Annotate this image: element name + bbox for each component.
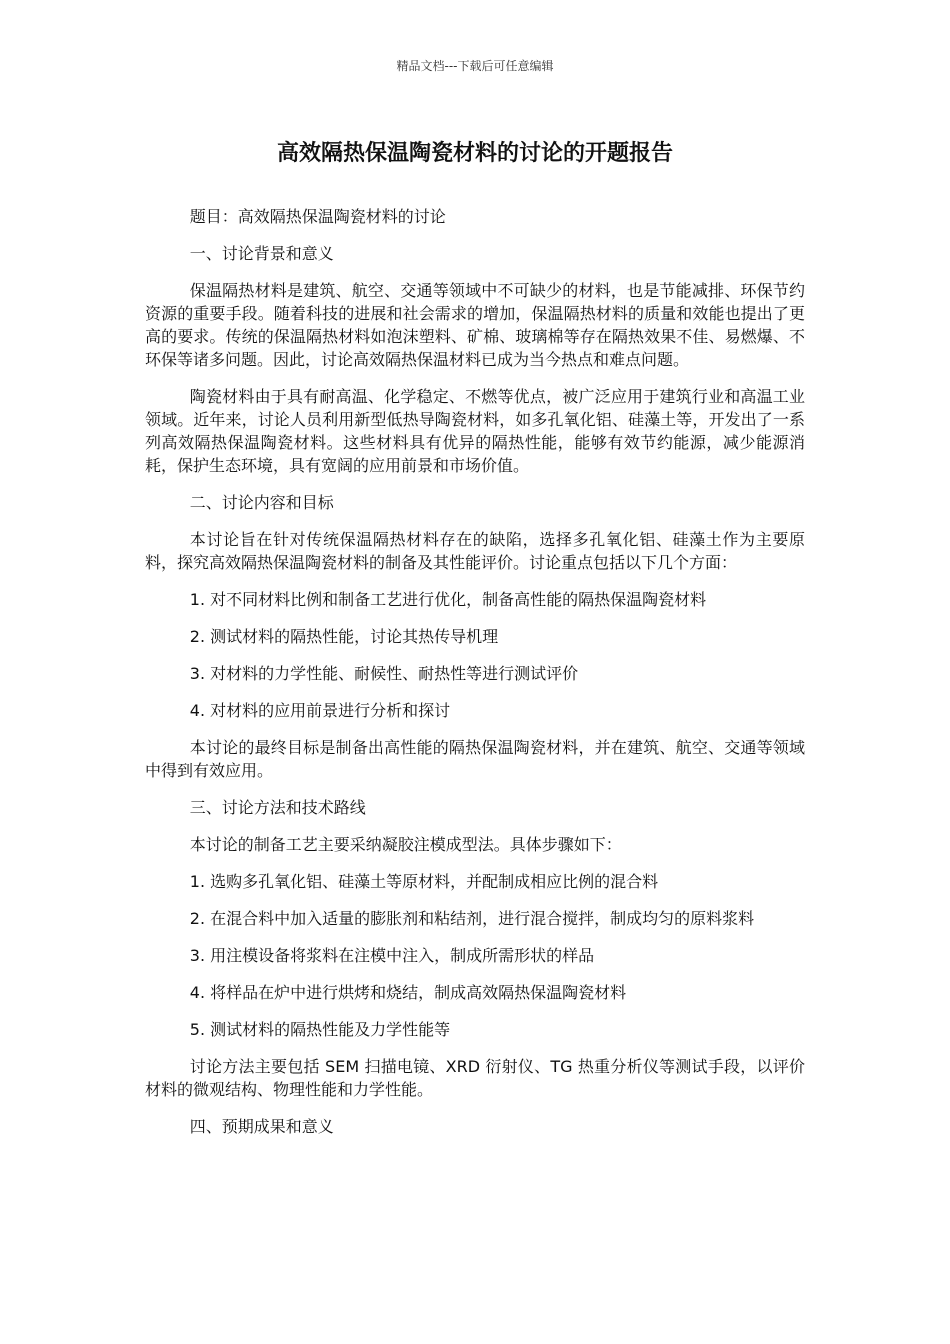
- document-title: 高效隔热保温陶瓷材料的讨论的开题报告: [276, 141, 673, 166]
- body-paragraph: 保温隔热材料是建筑、航空、交通等领域中不可缺少的材料，也是节能减排、环保节约资源的重要手段。随着科技的进展和社会需求的增加，保温隔热材料的质量和效能也提出了更高的要求。传统的保温隔热材料如泡沫塑料、矿棉、玻璃棉等存在隔热效果不佳、易燃爆、不环保等诸多问题。因此，讨论高效隔热保温材料已成为当今热点和难点问题。: [145, 281, 805, 369]
- list-item: 3. 用注模设备将浆料在注模中注入，制成所需形状的样品: [189, 946, 595, 965]
- list-item: 1. 选购多孔氧化铝、硅藻土等原材料，并配制成相应比例的混合料: [189, 872, 659, 891]
- list-item: 3. 对材料的力学性能、耐候性、耐热性等进行测试评价: [189, 664, 579, 683]
- body-paragraph: 本讨论旨在针对传统保温隔热材料存在的缺陷，选择多孔氧化铝、硅藻土作为主要原料，探究高效隔热保温陶瓷材料的制备及其性能评价。讨论重点包括以下几个方面：: [145, 530, 805, 572]
- list-item: 5. 测试材料的隔热性能及力学性能等: [189, 1020, 451, 1039]
- list-item: 1. 对不同材料比例和制备工艺进行优化，制备高性能的隔热保温陶瓷材料: [189, 590, 707, 609]
- section-heading: 一、讨论背景和意义: [189, 244, 334, 263]
- body-paragraph: 讨论方法主要包括 SEM 扫描电镜、XRD 衍射仪、TG 热重分析仪等测试手段，以评价材料的微观结构、物理性能和力学性能。: [145, 1057, 805, 1099]
- list-item: 2. 在混合料中加入适量的膨胀剂和粘结剂，进行混合搅拌，制成均匀的原料浆料: [189, 909, 755, 928]
- body-paragraph: 陶瓷材料由于具有耐高温、化学稳定、不燃等优点，被广泛应用于建筑行业和高温工业领域。近年来，讨论人员利用新型低热导陶瓷材料，如多孔氧化铝、硅藻土等，开发出了一系列高效隔热保温陶瓷材料。这些材料具有优异的隔热性能，能够有效节约能源，减少能源消耗，保护生态环境，具有宽阔的应用前景和市场价值。: [145, 387, 805, 475]
- document-body: [145, 205, 805, 1152]
- page-header: 精品文档---下载后可任意编辑: [396, 59, 554, 73]
- list-item: 2. 测试材料的隔热性能，讨论其热传导机理: [189, 627, 499, 646]
- subject-line: 题目：高效隔热保温陶瓷材料的讨论: [189, 207, 446, 226]
- section-heading: 三、讨论方法和技术路线: [189, 798, 366, 817]
- body-paragraph: 本讨论的制备工艺主要采纳凝胶注模成型法。具体步骤如下：: [189, 835, 622, 854]
- section-heading: 四、预期成果和意义: [189, 1117, 334, 1136]
- body-paragraph: 本讨论的最终目标是制备出高性能的隔热保温陶瓷材料，并在建筑、航空、交通等领域中得到有效应用。: [145, 738, 805, 780]
- section-heading: 二、讨论内容和目标: [189, 493, 334, 512]
- list-item: 4. 对材料的应用前景进行分析和探讨: [189, 701, 451, 720]
- list-item: 4. 将样品在炉中进行烘烤和烧结，制成高效隔热保温陶瓷材料: [189, 983, 627, 1002]
